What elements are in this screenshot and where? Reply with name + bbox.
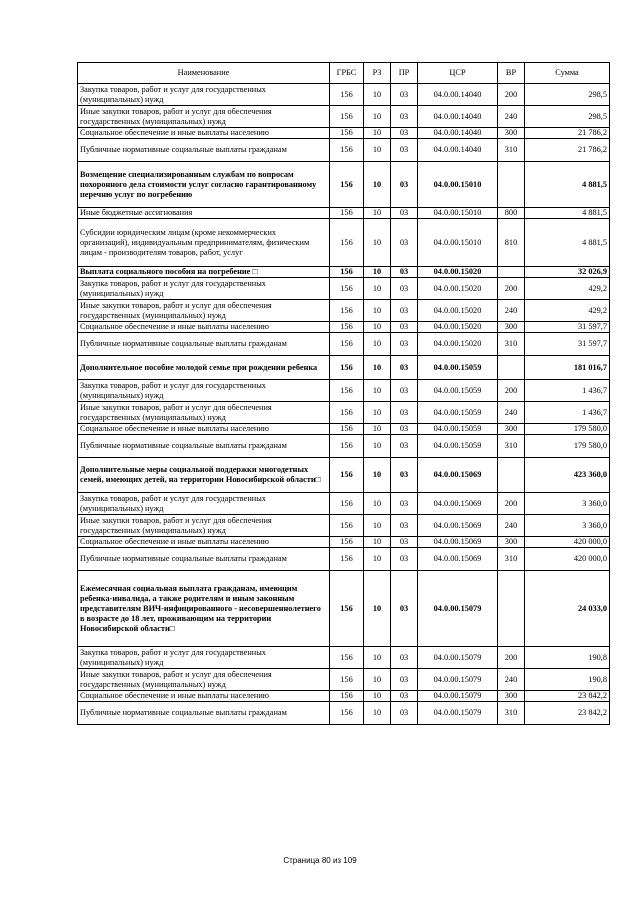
- table-row: [78, 669, 610, 691]
- cell-rz: 10: [364, 435, 391, 458]
- cell-grbs: 156: [330, 162, 364, 208]
- table-row: [78, 219, 610, 267]
- cell-pr: 03: [391, 571, 418, 647]
- cell-pr: 03: [391, 208, 418, 219]
- table-row: [78, 356, 610, 380]
- cell-name: Иные закупки товаров, работ и услуг для обеспечения государственных (муниципальных) нужд: [78, 669, 330, 691]
- header-grbs: ГРБС: [330, 63, 364, 84]
- cell-csr: 04.0.00.15079: [418, 669, 498, 691]
- cell-grbs: 156: [330, 458, 364, 493]
- cell-csr: 04.0.00.15010: [418, 219, 498, 267]
- cell-sum: 190,8: [525, 647, 610, 669]
- cell-name: Выплата социального пособия на погребение □: [78, 267, 330, 278]
- table-row: [78, 333, 610, 356]
- cell-csr: 04.0.00.15069: [418, 537, 498, 548]
- cell-grbs: 156: [330, 84, 364, 106]
- cell-name: Дополнительное пособие молодой семье при рождении ребенка: [78, 356, 330, 380]
- cell-rz: 10: [364, 278, 391, 300]
- table-header-row: [78, 63, 610, 84]
- cell-vr: 300: [498, 537, 525, 548]
- cell-vr: 310: [498, 548, 525, 571]
- cell-csr: 04.0.00.15079: [418, 691, 498, 702]
- cell-grbs: 156: [330, 571, 364, 647]
- cell-sum: 179 580,0: [525, 424, 610, 435]
- cell-grbs: 156: [330, 669, 364, 691]
- cell-name: Иные закупки товаров, работ и услуг для обеспечения государственных (муниципальных) нужд: [78, 515, 330, 537]
- cell-sum: 21 786,2: [525, 128, 610, 139]
- cell-pr: 03: [391, 139, 418, 162]
- cell-csr: 04.0.00.15079: [418, 647, 498, 669]
- cell-pr: 03: [391, 402, 418, 424]
- table-body: [78, 84, 610, 725]
- table-row: [78, 267, 610, 278]
- cell-sum: 32 026,9: [525, 267, 610, 278]
- cell-rz: 10: [364, 106, 391, 128]
- cell-name: Публичные нормативные социальные выплаты гражданам: [78, 139, 330, 162]
- cell-vr: 240: [498, 300, 525, 322]
- page-number: Страница 80 из 109: [283, 856, 357, 865]
- cell-sum: 429,2: [525, 278, 610, 300]
- cell-sum: 24 033,0: [525, 571, 610, 647]
- cell-sum: 3 360,0: [525, 515, 610, 537]
- cell-csr: 04.0.00.15020: [418, 322, 498, 333]
- table-row: [78, 322, 610, 333]
- table-row: [78, 548, 610, 571]
- cell-grbs: 156: [330, 278, 364, 300]
- cell-csr: 04.0.00.15069: [418, 458, 498, 493]
- cell-grbs: 156: [330, 548, 364, 571]
- cell-vr: 240: [498, 106, 525, 128]
- cell-rz: 10: [364, 515, 391, 537]
- cell-sum: 1 436,7: [525, 380, 610, 402]
- cell-sum: 1 436,7: [525, 402, 610, 424]
- cell-pr: 03: [391, 647, 418, 669]
- cell-rz: 10: [364, 219, 391, 267]
- cell-csr: 04.0.00.15010: [418, 208, 498, 219]
- cell-pr: 03: [391, 515, 418, 537]
- header-vr: ВР: [498, 63, 525, 84]
- table-row: [78, 647, 610, 669]
- header-sum: Сумма: [525, 63, 610, 84]
- cell-vr: [498, 356, 525, 380]
- table-row: [78, 139, 610, 162]
- cell-grbs: 156: [330, 267, 364, 278]
- cell-name: Социальное обеспечение и иные выплаты населению: [78, 424, 330, 435]
- cell-csr: 04.0.00.15020: [418, 333, 498, 356]
- cell-pr: 03: [391, 493, 418, 515]
- cell-name: Ежемесячная социальная выплата гражданам, имеющим ребенка-инвалида, а также родителям и иным законным представителям ВИЧ-инфицированного - несовершеннолетнего в возрасте до 18 лет, проживающим на территории Новосибирской области□: [78, 571, 330, 647]
- cell-name: Иные бюджетные ассигнования: [78, 208, 330, 219]
- header-name: Наименование: [78, 63, 330, 84]
- cell-pr: 03: [391, 380, 418, 402]
- cell-csr: 04.0.00.15059: [418, 402, 498, 424]
- cell-pr: 03: [391, 537, 418, 548]
- cell-name: Иные закупки товаров, работ и услуг для обеспечения государственных (муниципальных) нужд: [78, 300, 330, 322]
- cell-rz: 10: [364, 267, 391, 278]
- cell-rz: 10: [364, 571, 391, 647]
- cell-vr: 200: [498, 84, 525, 106]
- cell-pr: 03: [391, 333, 418, 356]
- table-row: [78, 380, 610, 402]
- cell-grbs: 156: [330, 435, 364, 458]
- cell-rz: 10: [364, 162, 391, 208]
- cell-rz: 10: [364, 424, 391, 435]
- cell-vr: [498, 458, 525, 493]
- budget-table: [77, 62, 610, 725]
- cell-vr: 240: [498, 402, 525, 424]
- cell-sum: 3 360,0: [525, 493, 610, 515]
- header-rz: РЗ: [364, 63, 391, 84]
- table-row: [78, 106, 610, 128]
- cell-sum: 31 597,7: [525, 333, 610, 356]
- cell-rz: 10: [364, 669, 391, 691]
- cell-grbs: 156: [330, 691, 364, 702]
- cell-name: Субсидии юридическим лицам (кроме некоммерческих организаций), индивидуальным предпринимателям, физическим лицам - производителям товаров, работ, услуг: [78, 219, 330, 267]
- table-row: [78, 493, 610, 515]
- cell-sum: 23 842,2: [525, 702, 610, 725]
- cell-pr: 03: [391, 84, 418, 106]
- cell-sum: 420 000,0: [525, 537, 610, 548]
- cell-name: Социальное обеспечение и иные выплаты населению: [78, 537, 330, 548]
- cell-rz: 10: [364, 493, 391, 515]
- cell-grbs: 156: [330, 128, 364, 139]
- cell-csr: 04.0.00.15069: [418, 548, 498, 571]
- cell-grbs: 156: [330, 300, 364, 322]
- table-row: [78, 424, 610, 435]
- cell-rz: 10: [364, 333, 391, 356]
- cell-grbs: 156: [330, 702, 364, 725]
- cell-rz: 10: [364, 691, 391, 702]
- cell-vr: 800: [498, 208, 525, 219]
- cell-grbs: 156: [330, 219, 364, 267]
- cell-name: Публичные нормативные социальные выплаты гражданам: [78, 435, 330, 458]
- cell-grbs: 156: [330, 333, 364, 356]
- cell-name: Закупка товаров, работ и услуг для государственных (муниципальных) нужд: [78, 647, 330, 669]
- cell-vr: [498, 267, 525, 278]
- cell-pr: 03: [391, 278, 418, 300]
- cell-pr: 03: [391, 669, 418, 691]
- cell-rz: 10: [364, 208, 391, 219]
- cell-vr: 310: [498, 139, 525, 162]
- cell-pr: 03: [391, 162, 418, 208]
- cell-csr: 04.0.00.15079: [418, 571, 498, 647]
- cell-csr: 04.0.00.15059: [418, 424, 498, 435]
- header-pr: ПР: [391, 63, 418, 84]
- cell-name: Социальное обеспечение и иные выплаты населению: [78, 322, 330, 333]
- cell-csr: 04.0.00.15020: [418, 278, 498, 300]
- cell-vr: 310: [498, 435, 525, 458]
- cell-pr: 03: [391, 356, 418, 380]
- cell-rz: 10: [364, 322, 391, 333]
- cell-pr: 03: [391, 435, 418, 458]
- table-row: [78, 84, 610, 106]
- table-row: [78, 162, 610, 208]
- cell-vr: 200: [498, 647, 525, 669]
- cell-csr: 04.0.00.15059: [418, 435, 498, 458]
- cell-name: Публичные нормативные социальные выплаты гражданам: [78, 702, 330, 725]
- cell-sum: 21 786,2: [525, 139, 610, 162]
- cell-grbs: 156: [330, 380, 364, 402]
- cell-rz: 10: [364, 356, 391, 380]
- cell-vr: 300: [498, 128, 525, 139]
- cell-vr: 300: [498, 691, 525, 702]
- cell-name: Закупка товаров, работ и услуг для государственных (муниципальных) нужд: [78, 278, 330, 300]
- cell-grbs: 156: [330, 402, 364, 424]
- table-row: [78, 435, 610, 458]
- cell-vr: 310: [498, 333, 525, 356]
- cell-vr: 810: [498, 219, 525, 267]
- cell-csr: 04.0.00.15079: [418, 702, 498, 725]
- cell-name: Возмещение специализированным службам по вопросам похоронного дела стоимости услуг согласно гарантированному перечню услуг по погребению: [78, 162, 330, 208]
- cell-pr: 03: [391, 219, 418, 267]
- cell-sum: 181 016,7: [525, 356, 610, 380]
- cell-pr: 03: [391, 106, 418, 128]
- cell-name: Социальное обеспечение и иные выплаты населению: [78, 691, 330, 702]
- cell-sum: 4 881,5: [525, 219, 610, 267]
- cell-sum: 4 881,5: [525, 162, 610, 208]
- cell-pr: 03: [391, 267, 418, 278]
- cell-sum: 31 597,7: [525, 322, 610, 333]
- cell-pr: 03: [391, 548, 418, 571]
- table-row: [78, 402, 610, 424]
- cell-csr: 04.0.00.14040: [418, 106, 498, 128]
- cell-name: Закупка товаров, работ и услуг для государственных (муниципальных) нужд: [78, 380, 330, 402]
- cell-csr: 04.0.00.14040: [418, 84, 498, 106]
- cell-pr: 03: [391, 702, 418, 725]
- cell-vr: 200: [498, 278, 525, 300]
- table-row: [78, 691, 610, 702]
- cell-grbs: 156: [330, 322, 364, 333]
- table-row: [78, 300, 610, 322]
- cell-pr: 03: [391, 322, 418, 333]
- table-row: [78, 702, 610, 725]
- cell-rz: 10: [364, 128, 391, 139]
- table-row: [78, 458, 610, 493]
- table-row: [78, 515, 610, 537]
- cell-pr: 03: [391, 691, 418, 702]
- cell-vr: 310: [498, 702, 525, 725]
- cell-grbs: 156: [330, 537, 364, 548]
- cell-rz: 10: [364, 702, 391, 725]
- cell-pr: 03: [391, 300, 418, 322]
- cell-grbs: 156: [330, 424, 364, 435]
- cell-vr: 300: [498, 322, 525, 333]
- cell-csr: 04.0.00.15069: [418, 515, 498, 537]
- table-row: [78, 571, 610, 647]
- cell-grbs: 156: [330, 647, 364, 669]
- cell-sum: 179 580,0: [525, 435, 610, 458]
- cell-name: Иные закупки товаров, работ и услуг для обеспечения государственных (муниципальных) нужд: [78, 402, 330, 424]
- cell-vr: [498, 571, 525, 647]
- cell-csr: 04.0.00.15059: [418, 356, 498, 380]
- cell-name: Закупка товаров, работ и услуг для государственных (муниципальных) нужд: [78, 493, 330, 515]
- cell-sum: 298,5: [525, 106, 610, 128]
- cell-rz: 10: [364, 647, 391, 669]
- cell-sum: 423 360,0: [525, 458, 610, 493]
- cell-pr: 03: [391, 424, 418, 435]
- cell-rz: 10: [364, 300, 391, 322]
- cell-csr: 04.0.00.14040: [418, 139, 498, 162]
- cell-vr: 300: [498, 424, 525, 435]
- cell-rz: 10: [364, 380, 391, 402]
- cell-name: Социальное обеспечение и иные выплаты населению: [78, 128, 330, 139]
- cell-grbs: 156: [330, 356, 364, 380]
- cell-grbs: 156: [330, 106, 364, 128]
- cell-pr: 03: [391, 128, 418, 139]
- cell-name: Дополнительные меры социальной поддержки многодетных семей, имеющих детей, на территории Новосибирской области□: [78, 458, 330, 493]
- cell-sum: 4 881,5: [525, 208, 610, 219]
- cell-vr: 240: [498, 515, 525, 537]
- table-row: [78, 208, 610, 219]
- table-row: [78, 128, 610, 139]
- cell-rz: 10: [364, 402, 391, 424]
- table-row: [78, 278, 610, 300]
- cell-sum: 298,5: [525, 84, 610, 106]
- cell-vr: 200: [498, 380, 525, 402]
- cell-vr: 240: [498, 669, 525, 691]
- cell-name: Закупка товаров, работ и услуг для государственных (муниципальных) нужд: [78, 84, 330, 106]
- cell-csr: 04.0.00.14040: [418, 128, 498, 139]
- cell-sum: 190,8: [525, 669, 610, 691]
- cell-name: Публичные нормативные социальные выплаты гражданам: [78, 548, 330, 571]
- table-row: [78, 537, 610, 548]
- cell-csr: 04.0.00.15020: [418, 300, 498, 322]
- cell-grbs: 156: [330, 515, 364, 537]
- cell-sum: 420 000,0: [525, 548, 610, 571]
- cell-sum: 23 842,2: [525, 691, 610, 702]
- cell-rz: 10: [364, 458, 391, 493]
- cell-csr: 04.0.00.15059: [418, 380, 498, 402]
- header-csr: ЦСР: [418, 63, 498, 84]
- cell-grbs: 156: [330, 139, 364, 162]
- cell-rz: 10: [364, 139, 391, 162]
- cell-csr: 04.0.00.15069: [418, 493, 498, 515]
- cell-vr: 200: [498, 493, 525, 515]
- cell-name: Публичные нормативные социальные выплаты гражданам: [78, 333, 330, 356]
- cell-grbs: 156: [330, 208, 364, 219]
- cell-rz: 10: [364, 548, 391, 571]
- cell-name: Иные закупки товаров, работ и услуг для обеспечения государственных (муниципальных) нужд: [78, 106, 330, 128]
- cell-rz: 10: [364, 537, 391, 548]
- cell-rz: 10: [364, 84, 391, 106]
- cell-sum: 429,2: [525, 300, 610, 322]
- cell-pr: 03: [391, 458, 418, 493]
- cell-grbs: 156: [330, 493, 364, 515]
- cell-vr: [498, 162, 525, 208]
- cell-csr: 04.0.00.15010: [418, 162, 498, 208]
- cell-csr: 04.0.00.15020: [418, 267, 498, 278]
